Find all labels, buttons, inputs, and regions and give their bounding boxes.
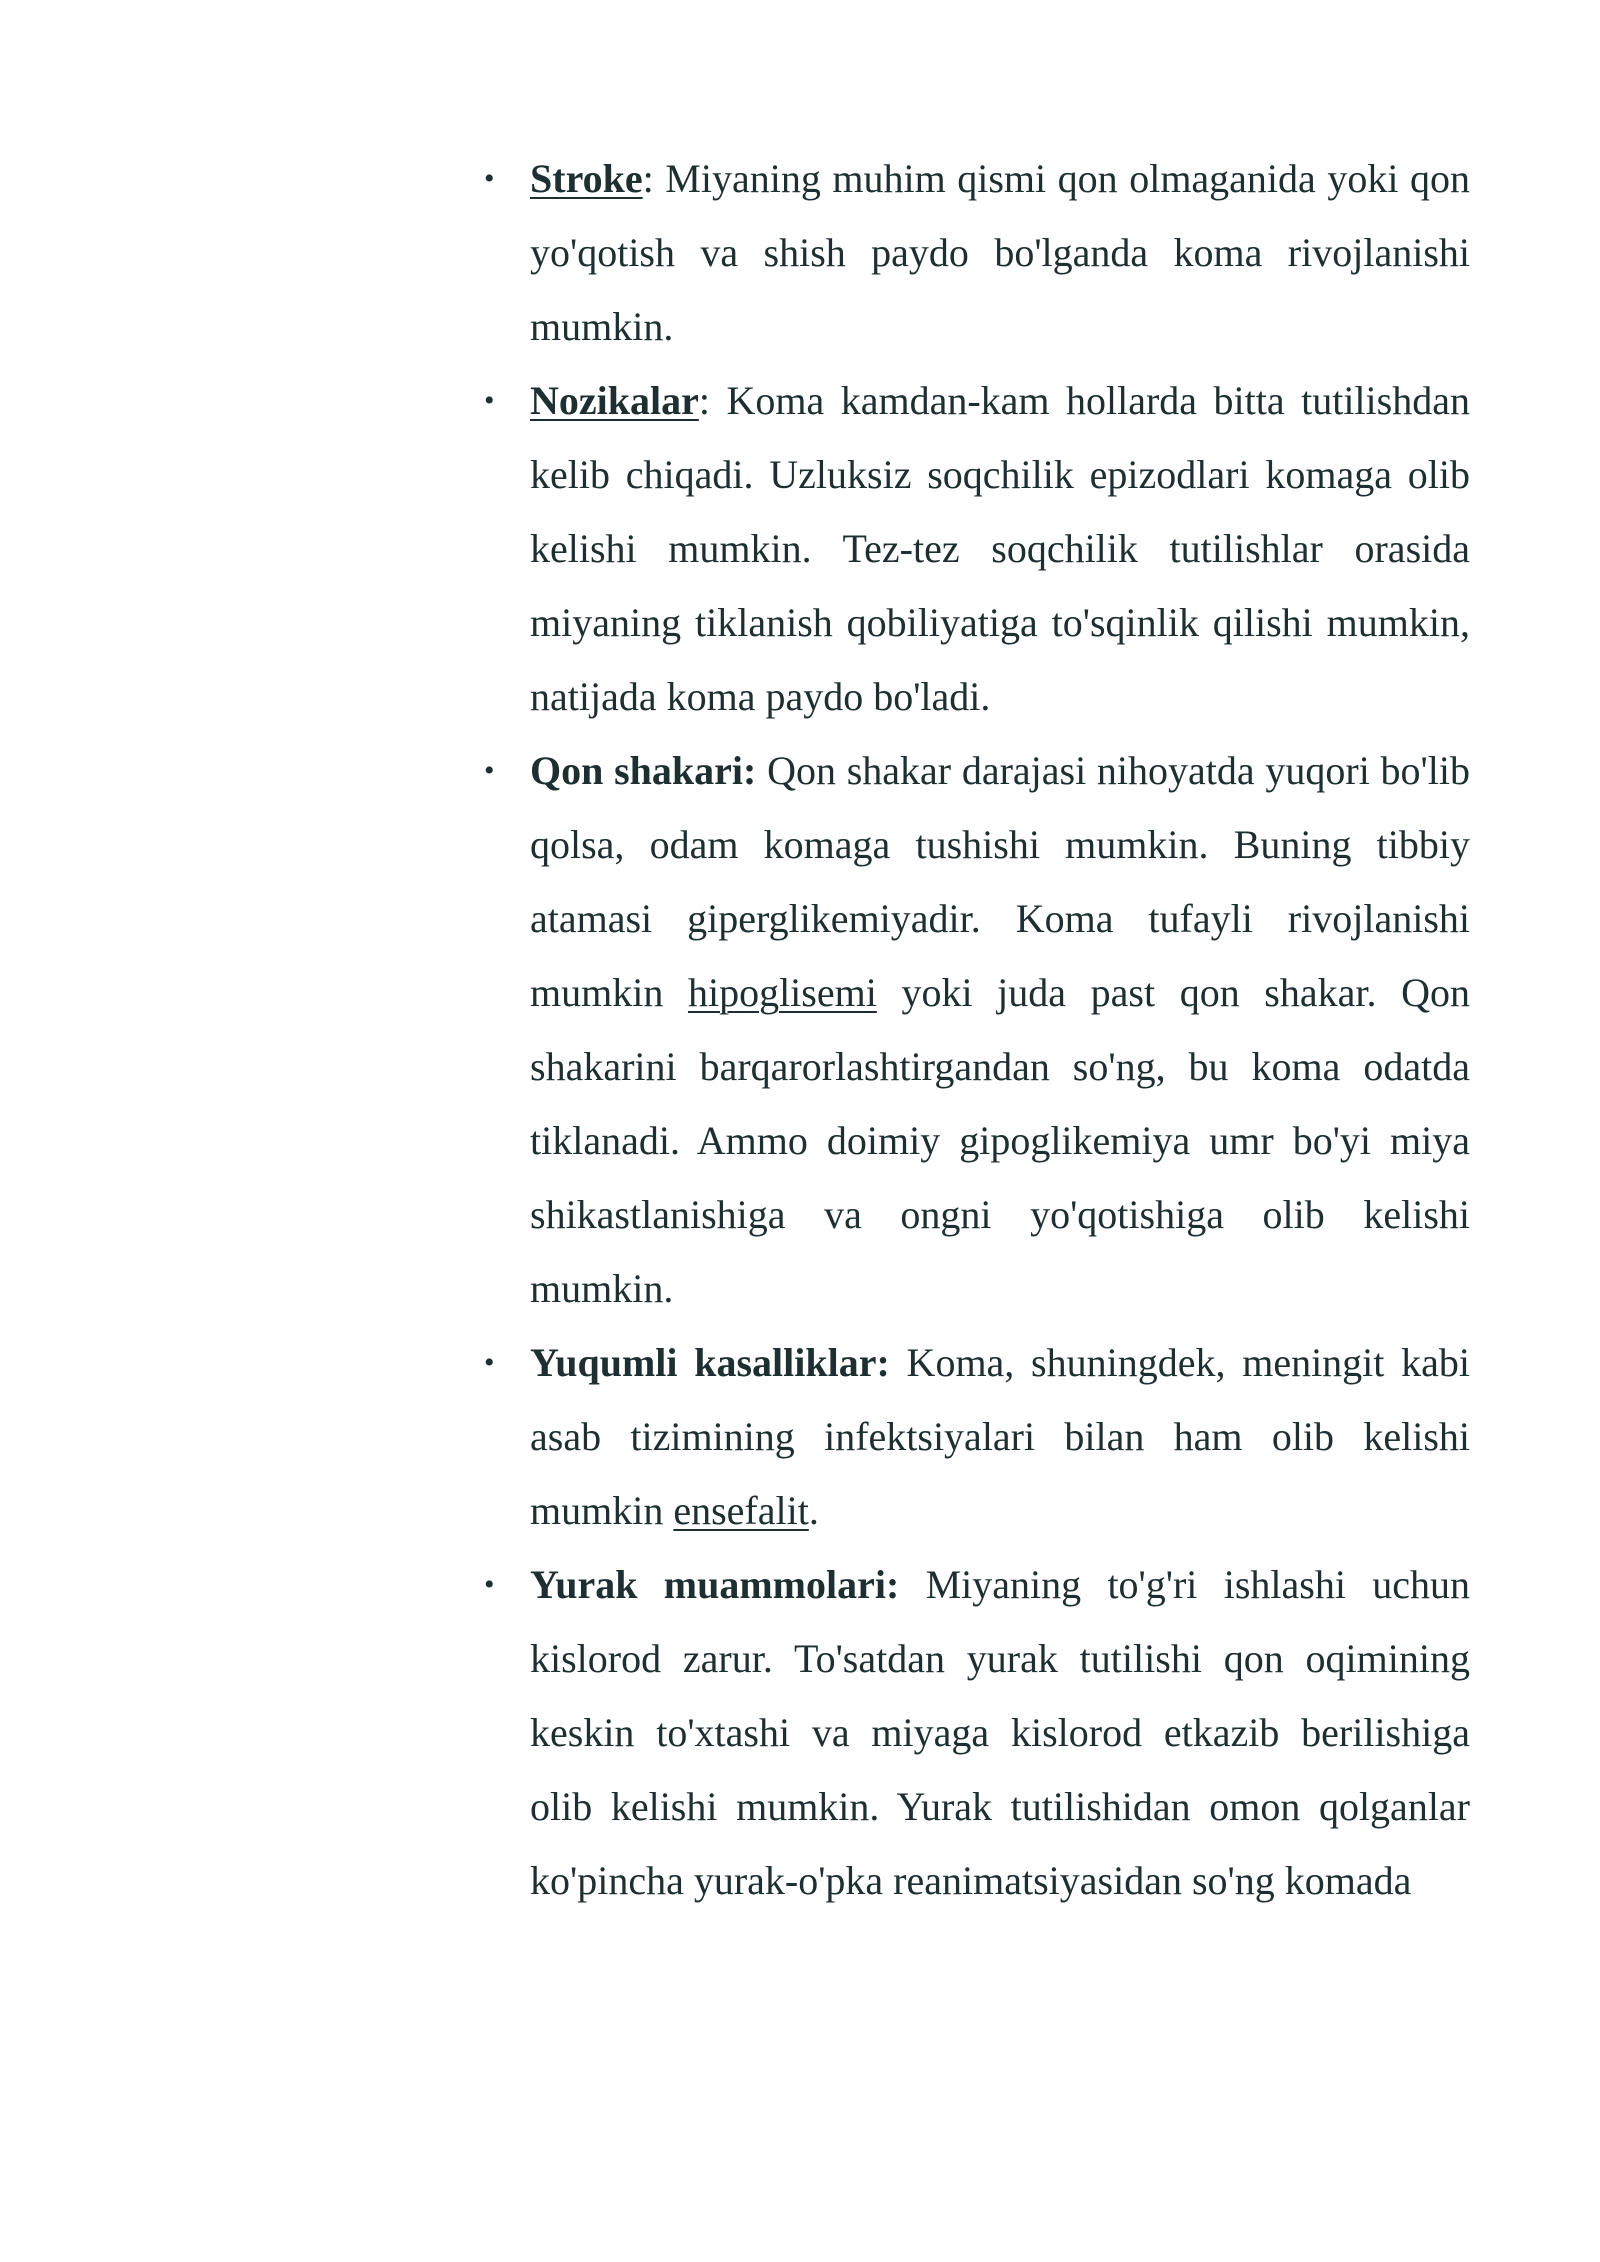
term-separator: : bbox=[698, 378, 727, 423]
item-text: yoki juda past qon shakar. Qon shakarini barqarorlashtirgandan so'ng, bu koma odatda tiklanadi. Ammo doimiy gipoglikemiya umr bo'yi miya shikastlanishiga va ongni yo'qotishiga olib kelishi mumkin. bbox=[530, 970, 1470, 1311]
term-separator: : bbox=[642, 156, 666, 201]
item-text: Koma kamdan-kam hollarda bitta tutilishdan kelib chiqadi. Uzluksiz soqchilik epizodlari komaga olib kelishi mumkin. Tez-tez soqchilik tutilishlar orasida miyaning tiklanish qobiliyatiga to'sqinlik qilishi mumkin, natijada koma paydo bo'ladi. bbox=[530, 378, 1470, 719]
bullet-icon: • bbox=[484, 384, 495, 417]
item-text: Miyaning muhim qismi qon olmaganida yoki qon yo'qotish va shish paydo bo'lganda koma rivojlanishi mumkin. bbox=[530, 156, 1470, 349]
link-ensefalit[interactable]: ensefalit bbox=[673, 1488, 809, 1533]
list-item-yuqumli-kasalliklar bbox=[478, 1326, 1470, 1548]
item-text: Miyaning to'g'ri ishlashi uchun kislorod zarur. To'satdan yurak tutilishi qon oqimining keskin to'xtashi va miyaga kislorod etkazib berilishiga olib kelishi mumkin. Yurak tutilishidan omon qolganlar ko'pincha yurak-o'pka reanimatsiyasidan so'ng komada bbox=[530, 1562, 1470, 1903]
causes-list bbox=[478, 142, 1470, 1918]
term-link-nozikalar[interactable]: Nozikalar bbox=[530, 378, 699, 423]
list-item-qon-shakari bbox=[478, 734, 1470, 1326]
list-item-stroke bbox=[478, 142, 1470, 364]
term-qon-shakari: Qon shakari: bbox=[530, 748, 757, 793]
term-yurak-muammolari: Yurak muammolari: bbox=[530, 1562, 900, 1607]
term-link-stroke[interactable]: Stroke bbox=[530, 156, 643, 201]
item-text: Qon shakar darajasi nihoyatda yuqori bo'lib qolsa, odam komaga tushishi mumkin. Buning tibbiy atamasi giperglikemiyadir. Koma tufayli rivojlanishi mumkin bbox=[530, 748, 1470, 1015]
term-yuqumli-kasalliklar: Yuqumli kasalliklar: bbox=[530, 1340, 890, 1385]
bullet-icon: • bbox=[484, 1568, 495, 1601]
bullet-icon: • bbox=[484, 754, 495, 787]
bullet-icon: • bbox=[484, 162, 495, 195]
item-text: . bbox=[808, 1488, 819, 1533]
item-text: Koma, shuningdek, meningit kabi asab tizimining infektsiyalari bilan ham olib kelishi mumkin bbox=[530, 1340, 1471, 1533]
document-body bbox=[478, 142, 1470, 1918]
link-hipoglisemi[interactable]: hipoglisemi bbox=[687, 970, 877, 1015]
list-item-nozikalar bbox=[478, 364, 1470, 734]
list-item-yurak-muammolari bbox=[478, 1548, 1470, 1918]
bullet-icon: • bbox=[484, 1346, 495, 1379]
